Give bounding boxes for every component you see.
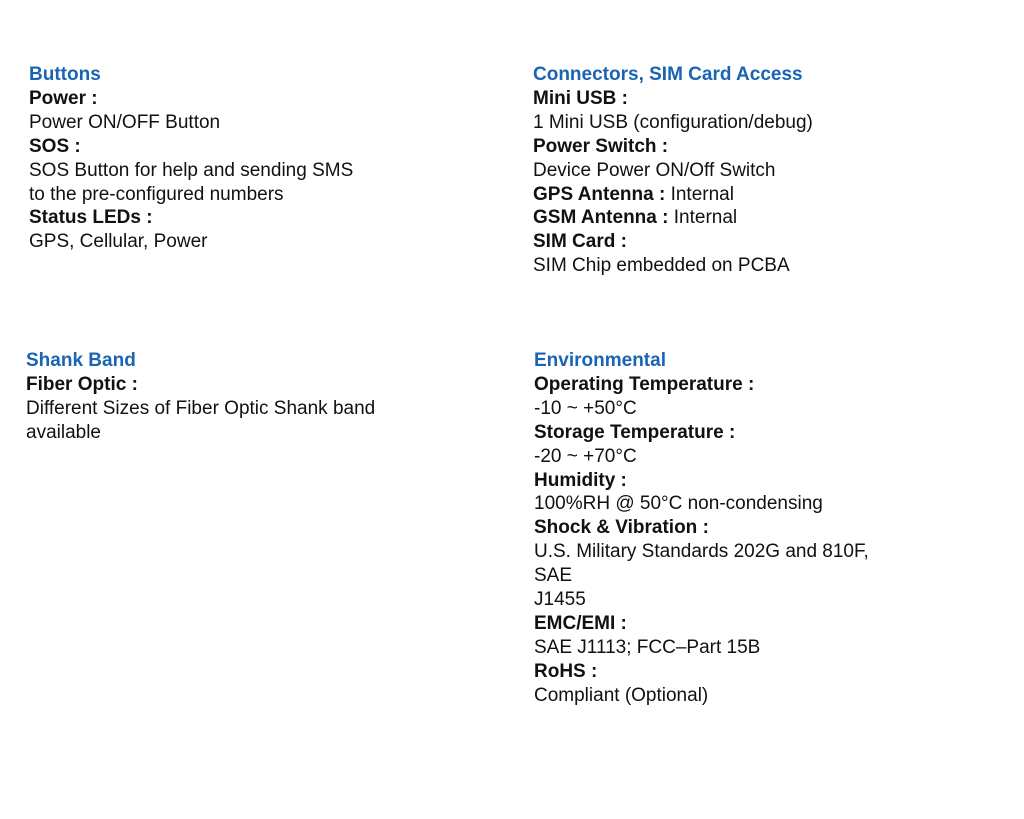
connectors-section <box>533 63 973 278</box>
fiber-optic-value-line1: Different Sizes of Fiber Optic Shank band <box>26 397 376 419</box>
gsm-antenna-label: GSM Antenna : <box>533 207 669 229</box>
rohs-label: RoHS : <box>534 660 598 682</box>
operating-temperature-label: Operating Temperature : <box>534 373 755 395</box>
storage-temperature-label: Storage Temperature : <box>534 421 736 443</box>
shock-vibration-label: Shock & Vibration : <box>534 517 709 539</box>
shock-vibration-value-line1: U.S. Military Standards 202G and 810F, <box>534 541 869 563</box>
power-label: Power : <box>29 87 98 109</box>
power-value: Power ON/OFF Button <box>29 111 221 133</box>
fiber-optic-value-line2: available <box>26 421 101 443</box>
storage-temperature-value: -20 ~ +70°C <box>534 445 637 467</box>
buttons-heading: Buttons <box>29 64 101 85</box>
gsm-antenna-value: Internal <box>668 207 738 229</box>
gsm-antenna-row <box>533 206 973 230</box>
mini-usb-label: Mini USB : <box>533 87 628 109</box>
connectors-heading: Connectors, SIM Card Access <box>533 64 803 85</box>
buttons-section <box>29 63 449 254</box>
sos-label: SOS : <box>29 135 81 157</box>
humidity-label: Humidity : <box>534 469 627 491</box>
rohs-value: Compliant (Optional) <box>534 684 709 706</box>
environmental-section <box>534 349 974 708</box>
shank-band-heading: Shank Band <box>26 350 136 371</box>
gps-antenna-label: GPS Antenna : <box>533 183 666 205</box>
power-switch-value: Device Power ON/Off Switch <box>533 159 776 181</box>
humidity-value: 100%RH @ 50°C non-condensing <box>534 493 823 515</box>
sim-card-label: SIM Card : <box>533 231 627 253</box>
sos-value-line2: to the pre-configured numbers <box>29 183 284 205</box>
emc-emi-value: SAE J1113; FCC–Part 15B <box>534 636 761 658</box>
sim-card-value: SIM Chip embedded on PCBA <box>533 255 790 277</box>
status-leds-label: Status LEDs : <box>29 207 153 229</box>
power-switch-label: Power Switch : <box>533 135 669 157</box>
fiber-optic-label: Fiber Optic : <box>26 373 138 395</box>
gps-antenna-value: Internal <box>665 183 734 205</box>
shock-vibration-value-line3: J1455 <box>534 589 586 611</box>
status-leds-value: GPS, Cellular, Power <box>29 231 208 253</box>
gps-antenna-row <box>533 183 973 207</box>
emc-emi-label: EMC/EMI : <box>534 612 627 634</box>
shock-vibration-value-line2: SAE <box>534 565 573 587</box>
shank-band-section <box>26 349 446 445</box>
mini-usb-value: 1 Mini USB (configuration/debug) <box>533 111 813 133</box>
environmental-heading: Environmental <box>534 350 666 371</box>
sos-value-line1: SOS Button for help and sending SMS <box>29 159 354 181</box>
operating-temperature-value: -10 ~ +50°C <box>534 397 637 419</box>
